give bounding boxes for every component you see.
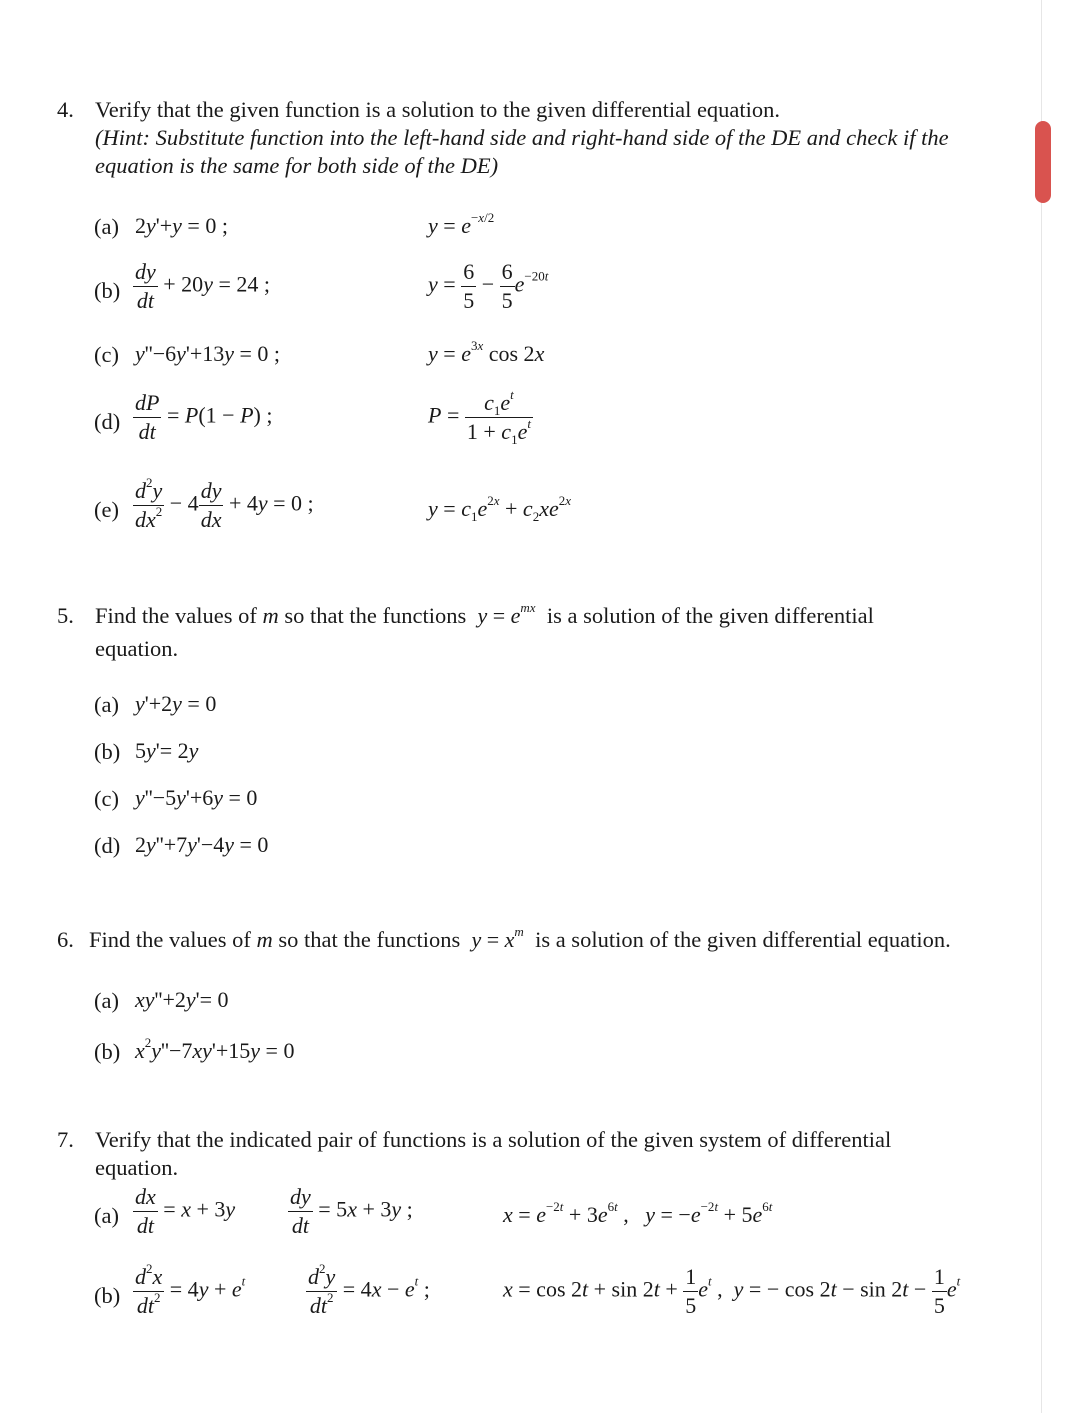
q7a-equation2: $\frac{dy}{dt}$ = 5x + 3y ; (290, 1184, 413, 1238)
q5-text-after: is a solution of the given differential (546, 603, 874, 628)
q5d-equation: 2y''+7y'−4y = 0 (135, 832, 269, 857)
q6-text-middle: so that the functions (278, 927, 461, 952)
q4c-equation: y''−6y'+13y = 0 ; (135, 341, 281, 366)
q6a-label: (a) (94, 988, 119, 1013)
q4d-equation: $\frac{dP}{dt}$ = P(1 − P) ; (135, 390, 273, 444)
q6b-equation: $x^2y''-7xy'+15y = 0$ (135, 1035, 295, 1063)
q5-line2: equation. (95, 636, 179, 661)
q4c-label: (c) (94, 342, 119, 367)
q5a-equation: y'+2y = 0 (135, 691, 217, 716)
q7-number: 7. (57, 1127, 74, 1152)
q5-number: 5. (57, 603, 74, 628)
q4e-label: (e) (94, 497, 119, 522)
q6-line1 (89, 926, 951, 954)
q5b-equation: 5y'= 2y (135, 738, 199, 763)
scroll-indicator[interactable] (1035, 121, 1051, 203)
q4b-function: y = $\frac{6}{5}$ − $\frac{6}{5}$ $e^{-20t}$ (428, 259, 549, 313)
q6-text-after: is a solution of the given differential equation. (535, 927, 951, 952)
q7b-functions: x = cos 2t + sin 2t + $\frac{1}{5}$ $e^t$ , y = − cos 2t − sin 2t − $\frac{1}{5}$ $e^t$ (503, 1264, 961, 1318)
q6-var: m (256, 927, 273, 952)
q4c-function: $y = e^{3x}$ cos 2x (428, 338, 545, 366)
q4b-equation: $\frac{dy}{dt}$ + 20y = 24 ; (135, 259, 270, 313)
q4-hint-line1: (Hint: Substitute function into the left-hand side and right-hand side of the DE and check if the (95, 125, 949, 150)
q4e-function: $y = c_1e^{2x} + c_2xe^{2x}$ (428, 493, 571, 524)
q7-line2: equation. (95, 1155, 179, 1180)
q6b-label: (b) (94, 1039, 121, 1064)
q4a-function: $y = e^{-x/2}$ (428, 210, 495, 238)
q5-function: $y = e^{mx}$ (477, 600, 536, 628)
q4-hint-line2: equation is the same for both side of the DE) (95, 153, 499, 178)
q4b-label: (b) (94, 278, 121, 303)
q4d-function: P = $\frac{c_1e^t}{1 + c_1e^t}$ (428, 387, 531, 447)
q6-number: 6. (57, 927, 74, 952)
q7b-equation2: $\frac{d^2y}{dt^2}$ = $4x - e^t$ ; (308, 1261, 430, 1318)
q5d-label: (d) (94, 833, 121, 858)
q7b-label: (b) (94, 1283, 121, 1308)
q5c-label: (c) (94, 786, 119, 811)
q5-text-before: Find the values of (95, 603, 257, 628)
q6a-equation: xy''+2y'= 0 (135, 987, 229, 1012)
q4-number: 4. (57, 97, 74, 122)
q4d-label: (d) (94, 409, 121, 434)
q5-line1 (95, 602, 874, 630)
q5-text-middle: so that the functions (284, 603, 467, 628)
q7a-functions: $x = e^{-2t} + 3e^{6t}$ , $y = -e^{-2t} + 5e^{6t}$ (503, 1199, 773, 1227)
q5c-equation: y''−5y'+6y = 0 (135, 785, 258, 810)
q6-function: $y = x^m$ (471, 924, 524, 952)
q6-text-before: Find the values of (89, 927, 251, 952)
q7a-label: (a) (94, 1203, 119, 1228)
q4e-equation: $\frac{d^2y}{dx^2}$ − 4 $\frac{dy}{dx}$ + 4y = 0 ; (135, 475, 314, 532)
q5a-label: (a) (94, 692, 119, 717)
q7b-equation1: $\frac{d^2x}{dt^2}$ = $4y + e^t$ (135, 1261, 246, 1318)
q7-line1: Verify that the indicated pair of functions is a solution of the given system of differential (95, 1127, 892, 1152)
q4a-equation: 2y'+y = 0 ; (135, 213, 228, 238)
q5b-label: (b) (94, 739, 121, 764)
page-right-edge (1041, 0, 1042, 1413)
q5-var: m (262, 603, 279, 628)
q7a-equation1: $\frac{dx}{dt}$ = x + 3y (135, 1184, 236, 1238)
q4a-label: (a) (94, 214, 119, 239)
q4-title: Verify that the given function is a solution to the given differential equation. (95, 97, 781, 122)
